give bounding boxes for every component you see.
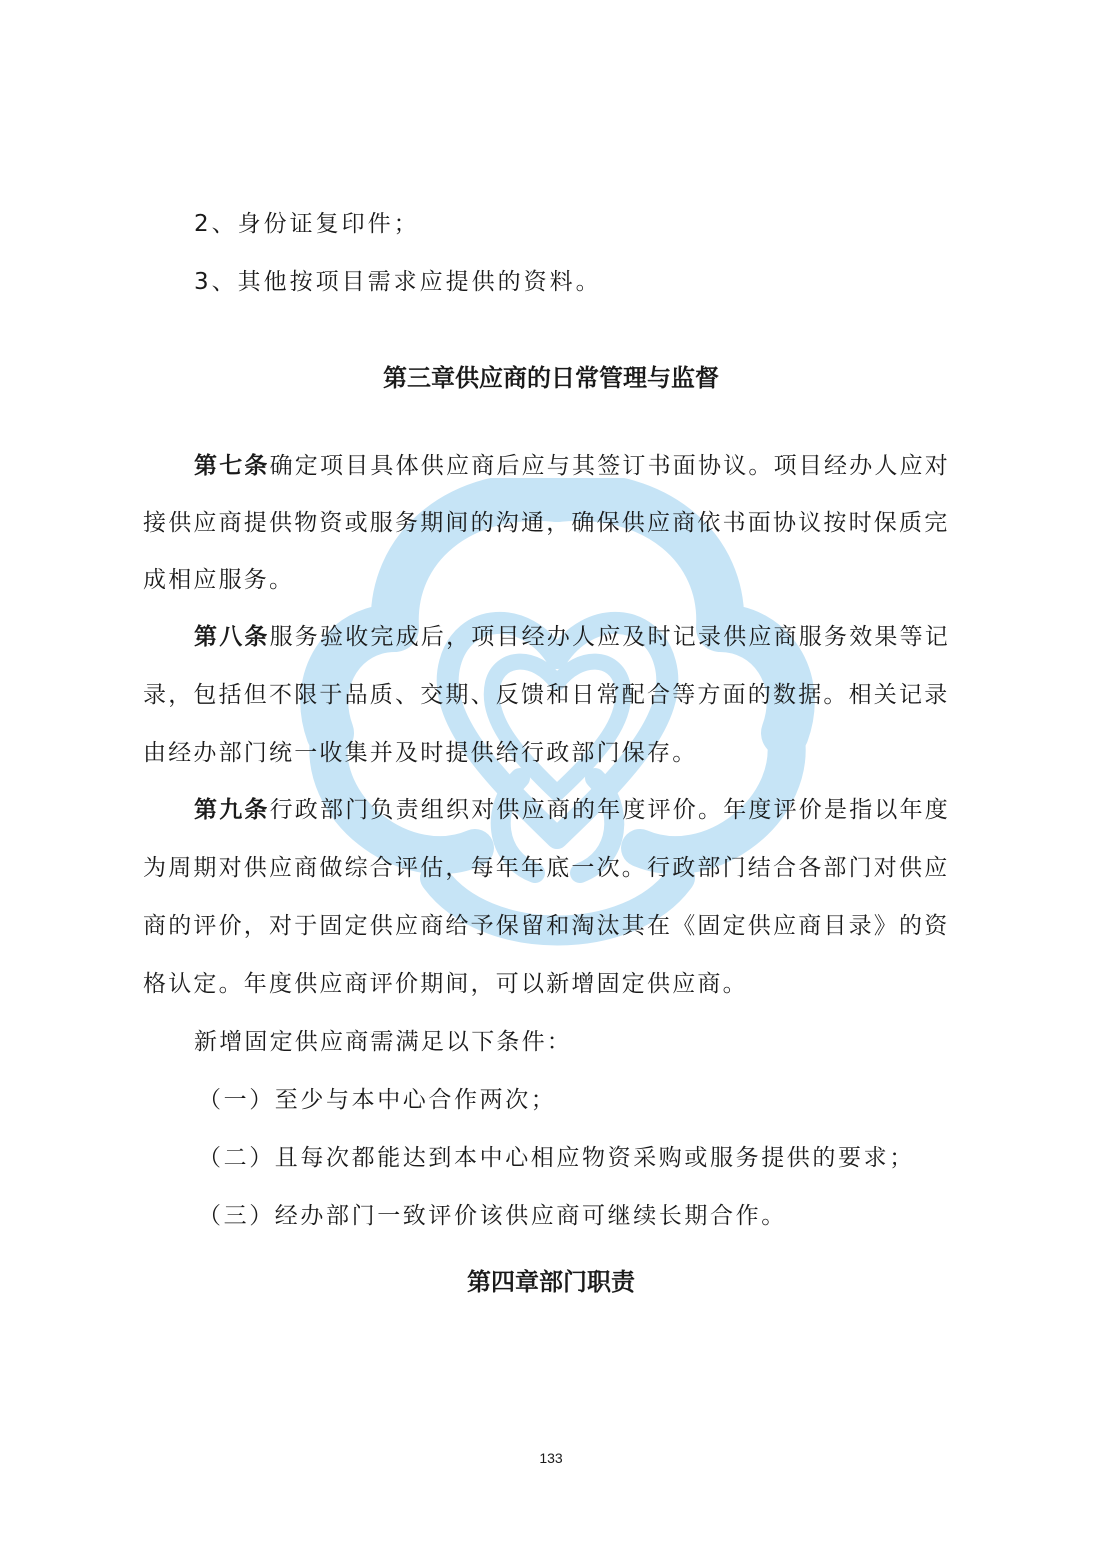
page-number: 133	[539, 1450, 563, 1466]
article-8-label: 第八条	[194, 624, 270, 650]
condition-item: （三）经办部门一致评价该供应商可继续长期合作。	[198, 1203, 787, 1229]
article-7-line-2: 接供应商提供物资或服务期间的沟通，确保供应商依书面协议按时保质完	[143, 510, 950, 536]
article-9-line-1	[194, 795, 950, 825]
article-7-line-1	[194, 451, 950, 481]
condition-item: （一）至少与本中心合作两次；	[198, 1087, 557, 1113]
article-9-line-4: 格认定。年度供应商评价期间，可以新增固定供应商。	[143, 971, 748, 997]
heart-hands-logo-watermark	[285, 478, 830, 978]
article-9-text: 行政部门负责组织对供应商的年度评价。年度评价是指以年度	[269, 797, 951, 823]
article-8-line-3: 由经办部门统一收集并及时提供给行政部门保存。	[143, 740, 698, 766]
article-7-line-3: 成相应服务。	[143, 567, 295, 593]
article-8-text: 服务验收完成后，项目经办人应及时记录供应商服务效果等记	[269, 624, 951, 650]
article-9-line-3: 商的评价，对于固定供应商给予保留和淘汰其在《固定供应商目录》的资	[143, 913, 950, 939]
article-9-label: 第九条	[194, 797, 270, 823]
condition-item: （二）且每次都能达到本中心相应物资采购或服务提供的要求；	[198, 1145, 915, 1171]
article-8-line-2: 录，包括但不限于品质、交期、反馈和日常配合等方面的数据。相关记录	[143, 682, 950, 708]
list-item: 2、身份证复印件；	[194, 211, 420, 237]
article-8-line-1	[194, 622, 950, 652]
chapter-3-heading: 第三章供应商的日常管理与监督	[383, 364, 719, 392]
new-supplier-intro: 新增固定供应商需满足以下条件：	[194, 1029, 572, 1055]
article-9-line-2: 为周期对供应商做综合评估，每年年底一次。行政部门结合各部门对供应	[143, 855, 950, 881]
chapter-4-heading: 第四章部门职责	[467, 1268, 635, 1296]
article-7-label: 第七条	[194, 453, 270, 479]
list-item: 3、其他按项目需求应提供的资料。	[194, 269, 602, 295]
article-7-text: 确定项目具体供应商后应与其签订书面协议。项目经办人应对	[269, 453, 951, 479]
